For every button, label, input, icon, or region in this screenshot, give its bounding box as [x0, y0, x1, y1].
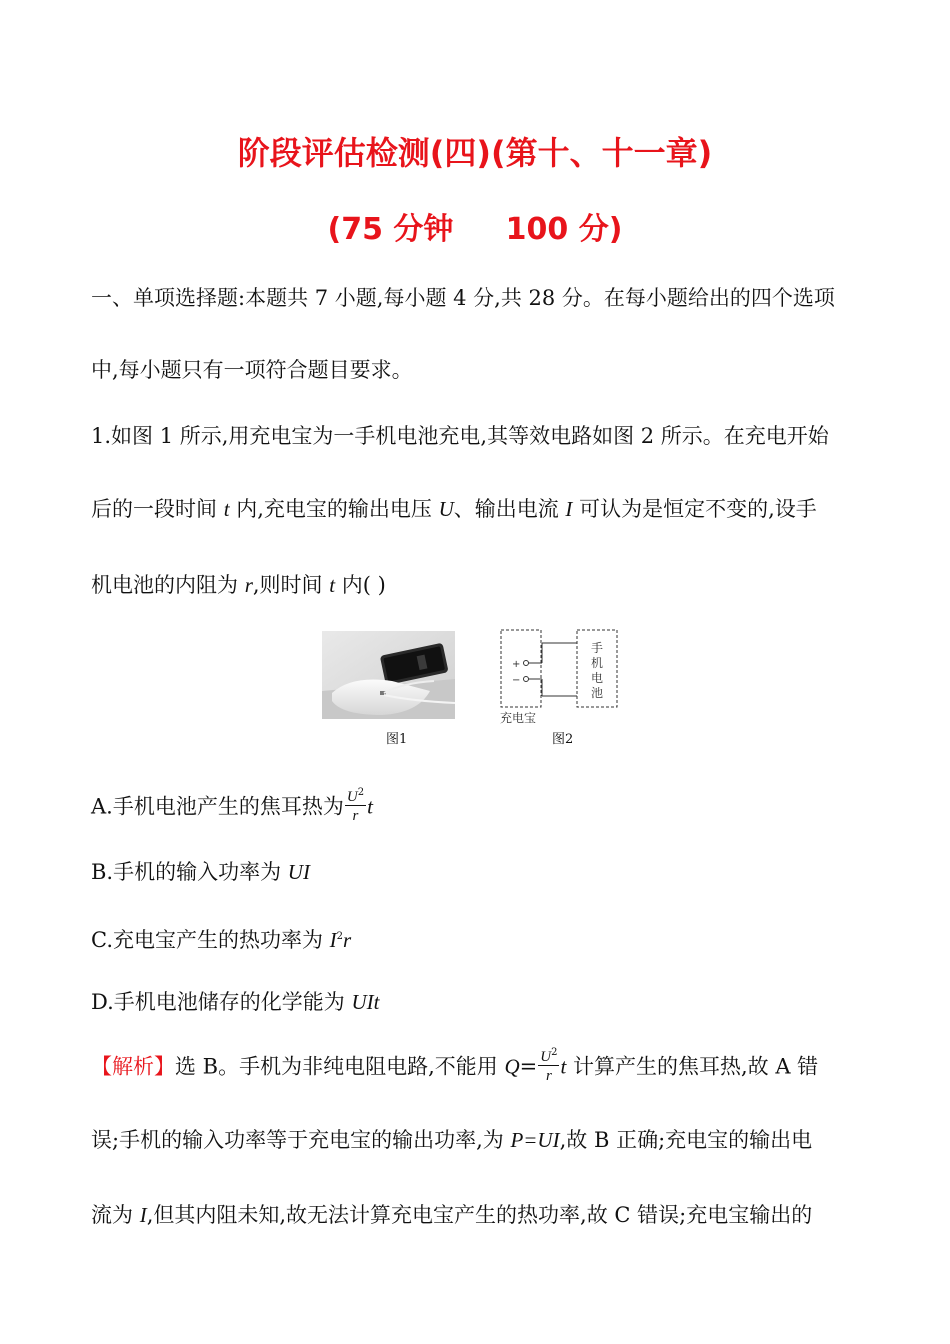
- power-bank-label: 充电宝: [500, 711, 537, 725]
- fraction: $\frac{U^2}{r}$: [540, 1047, 558, 1084]
- section-instruction-line2: 中,每小题只有一项符合题目要求。: [91, 358, 413, 382]
- figure1-photo: [322, 631, 455, 719]
- analysis-line1: 【解析】选 B。手机为非纯电阻电路,不能用 Q= $\frac{U^2}{r}$ t 计算产生的焦耳热,故 A 错: [91, 1047, 819, 1084]
- figure2-caption: 图2: [552, 732, 574, 747]
- question1-line1: 1.如图 1 所示,用充电宝为一手机电池充电,其等效电路如图 2 所示。在充电开始: [91, 424, 829, 448]
- question1-line2: 后的一段时间 t 内,充电宝的输出电压 U、输出电流 I 可认为是恒定不变的,设手: [91, 497, 817, 521]
- phone-label-char: 电: [591, 671, 604, 685]
- option-c: C.充电宝产生的热功率为 $I^2r$: [91, 928, 352, 952]
- option-b: B.手机的输入功率为 UI: [91, 860, 310, 884]
- question1-line3: 机电池的内阻为 r,则时间 t 内( ): [91, 573, 386, 597]
- power-bank-box: [501, 630, 541, 707]
- power-bank-photo-image: [322, 631, 455, 719]
- circuit-diagram: [500, 628, 620, 728]
- page-title: 阶段评估检测(四)(第十、十一章): [237, 134, 713, 172]
- plus-sign: +: [512, 659, 521, 670]
- positive-terminal: [524, 661, 529, 666]
- analysis-line3: 流为 I,但其内阻未知,故无法计算充电宝产生的热功率,故 C 错误;充电宝输出的: [91, 1203, 813, 1227]
- phone-label-char: 池: [591, 686, 604, 700]
- figure1-caption: 图1: [386, 732, 408, 747]
- section-instruction-line1: 一、单项选择题:本题共 7 小题,每小题 4 分,共 28 分。在每小题给出的四个选项: [91, 286, 835, 310]
- figure2-circuit: [500, 628, 620, 728]
- page-subtitle: (75 分钟 100 分): [327, 212, 623, 247]
- fraction: $\frac{U^2}{r}$: [346, 787, 365, 824]
- phone-label-char: 手: [591, 641, 604, 655]
- analysis-tag: 【解析】: [91, 1054, 175, 1079]
- phone-label-char: 机: [591, 656, 604, 670]
- analysis-line2: 误;手机的输入功率等于充电宝的输出功率,为 P=UI,故 B 正确;充电宝的输出电: [91, 1128, 813, 1152]
- minus-sign: −: [512, 675, 521, 686]
- negative-terminal: [524, 677, 529, 682]
- option-a: A.手机电池产生的焦耳热为 $\frac{U^2}{r}$ t: [91, 787, 373, 824]
- option-d: D.手机电池储存的化学能为 UIt: [91, 990, 380, 1014]
